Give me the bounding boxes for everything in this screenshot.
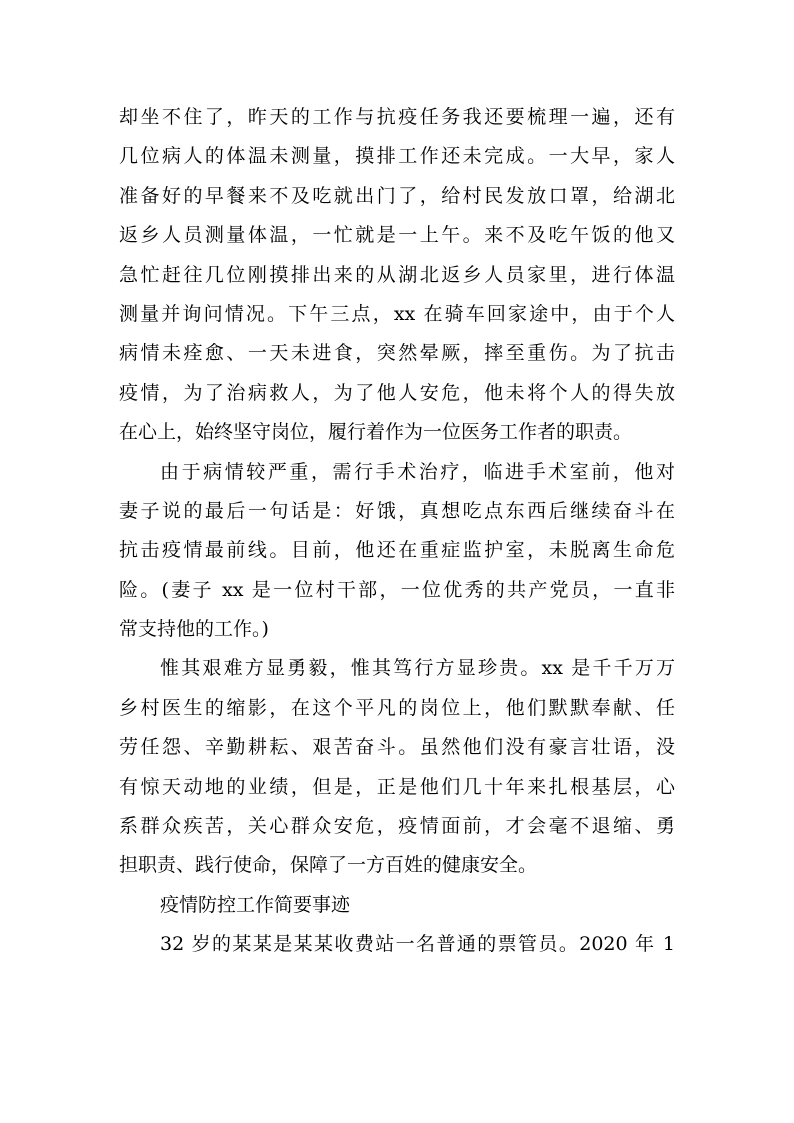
document-body xyxy=(119,98,675,965)
text-line: 准备好的早餐来不及吃就出门了，给村民发放口罩，给湖北 xyxy=(119,184,675,207)
text-line: 几位病人的体温未测量，摸排工作还未完成。一大早，家人 xyxy=(119,145,675,168)
text-line: 病情未痊愈、一天未进食，突然晕厥，摔至重伤。为了抗击 xyxy=(119,342,675,365)
text-line: 劳任怨、辛勤耕耘、艰苦奋斗。虽然他们没有豪言壮语，没 xyxy=(119,736,675,759)
text-line: 疫情防控工作简要事迹 xyxy=(160,893,351,916)
text-line: 在心上，始终坚守岗位，履行着作为一位医务工作者的职责。 xyxy=(119,421,633,444)
text-line: 疫情，为了治病救人，为了他人安危，他未将个人的得失放 xyxy=(119,381,675,404)
text-line: 系群众疾苦，关心群众安危，疫情面前，才会毫不退缩、勇 xyxy=(119,815,675,838)
text-line: 测量并询问情况。下午三点，xx 在骑车回家途中，由于个人 xyxy=(119,302,675,325)
text-line: 却坐不住了，昨天的工作与抗疫任务我还要梳理一遍，还有 xyxy=(119,106,675,128)
text-line: 常支持他的工作。) xyxy=(119,618,269,641)
text-line: 有惊天动地的业绩，但是，正是他们几十年来扎根基层，心 xyxy=(119,775,675,798)
text-line: 急忙赶往几位刚摸排出来的从湖北返乡人员家里，进行体温 xyxy=(119,263,675,286)
text-line: 担职责、践行使命，保障了一方百姓的健康安全。 xyxy=(119,854,538,877)
text-line: 乡村医生的缩影，在这个平凡的岗位上，他们默默奉献、任 xyxy=(119,696,675,719)
text-line: 返乡人员测量体温，一忙就是一上午。来不及吃午饭的他又 xyxy=(119,224,675,247)
text-line: 由于病情较严重，需行手术治疗，临进手术室前，他对 xyxy=(160,460,675,483)
text-line: 妻子说的最后一句话是：好饿，真想吃点东西后继续奋斗在 xyxy=(119,499,675,522)
text-line: 惟其艰难方显勇毅，惟其笃行方显珍贵。xx 是千千万万 xyxy=(160,657,675,680)
text-line: 险。(妻子 xx 是一位村干部，一位优秀的共产党员，一直非 xyxy=(119,578,675,601)
text-line: 32 岁的某某是某某收费站一名普通的票管员。2020 年 1 xyxy=(160,933,675,956)
text-line: 抗击疫情最前线。目前，他还在重症监护室，未脱离生命危 xyxy=(119,539,675,562)
